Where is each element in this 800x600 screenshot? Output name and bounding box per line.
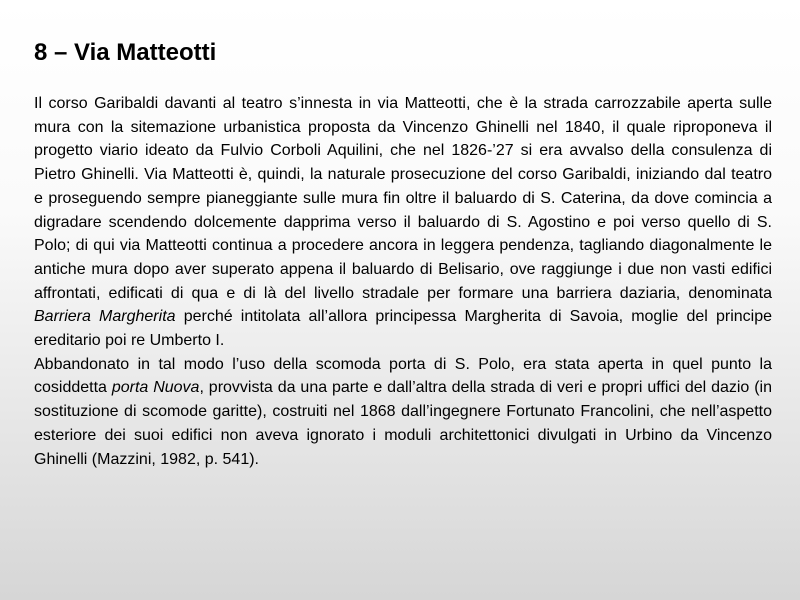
italic-text-segment: porta Nuova <box>111 379 200 397</box>
italic-text-segment: Barriera Margherita <box>34 308 176 326</box>
text-segment: Il corso Garibaldi davanti al teatro s’innesta in via Matteotti, che è la strada carrozzabile aperta sulle mura con la sitemazione urbanistica proposta da Vincenzo Ghinelli nel 1840, il quale riproponeva il progetto viario ideato da Fulvio Corboli Aquilini, che nel 1826-’27 si era avvalso della consulenza di Pietro Ghinelli. Via Matteotti è, quindi, la naturale prosecuzione del corso Garibaldi, iniziando dal teatro e proseguendo sempre pianeggiante sulle mura fin oltre il baluardo di S. Caterina, da dove comincia a digradare scendendo dolcemente dapprima verso il baluardo di S. Agostino e poi verso quello di S. Polo; di qui via Matteotti continua a procedere ancora in leggera pendenza, tagliando diagonalmente le antiche mura dopo aver superato appena il baluardo di Belisario, ove raggiunge i due non vasti edifici affrontati, edificati di qua e di là del livello stradale per formare una barriera daziaria, denominata <box>34 95 772 302</box>
text-segment: perché intitolata all’allora principessa Margherita di Savoia, moglie del principe ereditario poi re Umberto I. <box>34 308 773 350</box>
paragraph-2 <box>34 353 772 472</box>
slide-body <box>34 92 772 471</box>
text-segment: Abbandonato in tal modo l’uso della scomoda porta di S. Polo, era stata aperta in quel punto la cosiddetta <box>34 355 772 397</box>
paragraph-1 <box>34 92 772 353</box>
text-segment: , provvista da una parte e dall’altra della strada di veri e propri uffici del dazio (in sostituzione di scomode garitte), costruiti nel 1868 dall’ingegnere Fortunato Francolini, che nell’aspetto esteriore dei suoi edifici non aveva ignorato i moduli architettonici divulgati in Urbino da Vincenzo Ghinelli (Mazzini, 1982, p. 541). <box>34 379 773 468</box>
slide-title: 8 – Via Matteotti <box>34 39 217 66</box>
slide <box>34 38 772 471</box>
